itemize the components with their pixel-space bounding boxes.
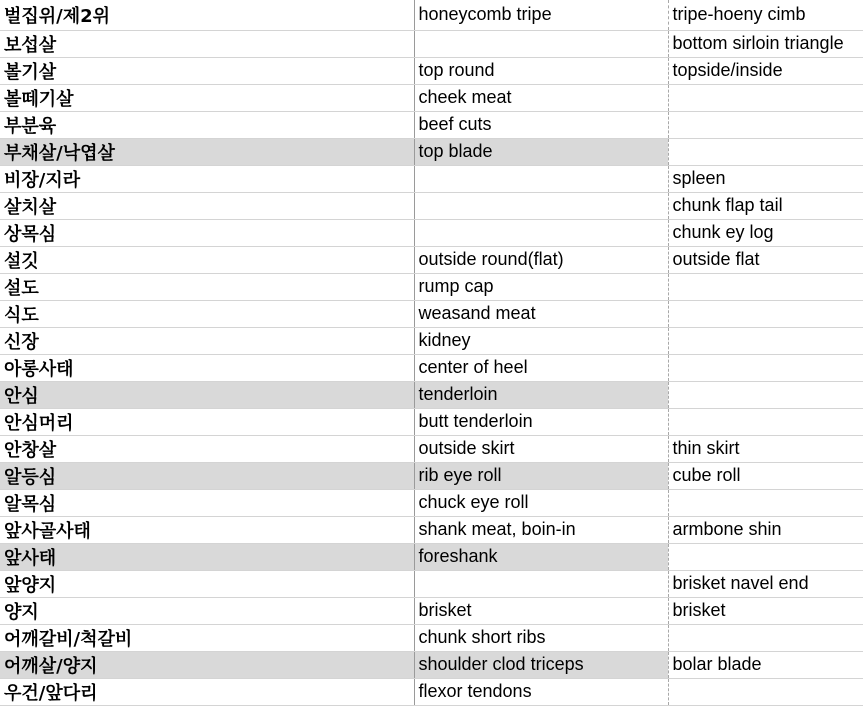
english-name-cell[interactable]: shank meat, boin-in: [414, 516, 668, 543]
table-row: [0, 651, 863, 678]
english-name-cell[interactable]: butt tenderloin: [414, 408, 668, 435]
korean-name-cell[interactable]: 부채살/낙엽살: [0, 138, 414, 165]
korean-name-cell[interactable]: 볼기살: [0, 57, 414, 84]
english-name-cell[interactable]: honeycomb tripe: [414, 0, 668, 30]
korean-name-cell[interactable]: 설깃: [0, 246, 414, 273]
table-row: [0, 381, 863, 408]
korean-name-cell[interactable]: 안심: [0, 381, 414, 408]
table-row: [0, 678, 863, 705]
korean-name-cell[interactable]: 어깨살/양지: [0, 651, 414, 678]
english-alt-name-cell[interactable]: bottom sirloin triangle: [668, 30, 863, 57]
english-name-cell[interactable]: top blade: [414, 138, 668, 165]
english-name-cell[interactable]: brisket: [414, 597, 668, 624]
korean-name-cell[interactable]: 비장/지라: [0, 165, 414, 192]
korean-name-cell[interactable]: 어깨갈비/척갈비: [0, 624, 414, 651]
table-row: [0, 246, 863, 273]
korean-name-cell[interactable]: 아롱사태: [0, 354, 414, 381]
english-name-cell[interactable]: [414, 192, 668, 219]
english-name-cell[interactable]: weasand meat: [414, 300, 668, 327]
table-row: [0, 327, 863, 354]
english-name-cell[interactable]: shoulder clod triceps: [414, 651, 668, 678]
english-alt-name-cell[interactable]: [668, 84, 863, 111]
korean-name-cell[interactable]: 식도: [0, 300, 414, 327]
korean-name-cell[interactable]: 양지: [0, 597, 414, 624]
english-alt-name-cell[interactable]: thin skirt: [668, 435, 863, 462]
table-row: [0, 489, 863, 516]
english-alt-name-cell[interactable]: [668, 327, 863, 354]
english-name-cell[interactable]: beef cuts: [414, 111, 668, 138]
english-alt-name-cell[interactable]: spleen: [668, 165, 863, 192]
english-name-cell[interactable]: chunk short ribs: [414, 624, 668, 651]
korean-name-cell[interactable]: 우건/앞다리: [0, 678, 414, 705]
table-row: [0, 435, 863, 462]
english-alt-name-cell[interactable]: [668, 273, 863, 300]
english-name-cell[interactable]: foreshank: [414, 543, 668, 570]
english-name-cell[interactable]: [414, 219, 668, 246]
table-row: [0, 111, 863, 138]
korean-name-cell[interactable]: 알등심: [0, 462, 414, 489]
english-alt-name-cell[interactable]: brisket navel end: [668, 570, 863, 597]
english-alt-name-cell[interactable]: [668, 354, 863, 381]
english-alt-name-cell[interactable]: [668, 111, 863, 138]
table-row: [0, 192, 863, 219]
table-row: [0, 597, 863, 624]
table-row: [0, 624, 863, 651]
english-alt-name-cell[interactable]: bolar blade: [668, 651, 863, 678]
korean-name-cell[interactable]: 신장: [0, 327, 414, 354]
korean-name-cell[interactable]: 알목심: [0, 489, 414, 516]
english-name-cell[interactable]: kidney: [414, 327, 668, 354]
english-alt-name-cell[interactable]: outside flat: [668, 246, 863, 273]
table-row: [0, 543, 863, 570]
table-row: [0, 300, 863, 327]
table-row: [0, 0, 863, 30]
korean-name-cell[interactable]: 벌집위/제2위: [0, 0, 414, 30]
english-name-cell[interactable]: cheek meat: [414, 84, 668, 111]
korean-name-cell[interactable]: 살치살: [0, 192, 414, 219]
korean-name-cell[interactable]: 볼떼기살: [0, 84, 414, 111]
table-row: [0, 570, 863, 597]
english-alt-name-cell[interactable]: [668, 300, 863, 327]
korean-name-cell[interactable]: 상목심: [0, 219, 414, 246]
english-alt-name-cell[interactable]: [668, 138, 863, 165]
english-name-cell[interactable]: tenderloin: [414, 381, 668, 408]
english-alt-name-cell[interactable]: tripe-hoeny cimb: [668, 0, 863, 30]
table-row: [0, 84, 863, 111]
english-name-cell[interactable]: flexor tendons: [414, 678, 668, 705]
table-row: [0, 408, 863, 435]
english-name-cell[interactable]: outside skirt: [414, 435, 668, 462]
english-alt-name-cell[interactable]: armbone shin: [668, 516, 863, 543]
english-alt-name-cell[interactable]: brisket: [668, 597, 863, 624]
english-alt-name-cell[interactable]: [668, 624, 863, 651]
korean-name-cell[interactable]: 보섭살: [0, 30, 414, 57]
korean-name-cell[interactable]: 앞사골사태: [0, 516, 414, 543]
korean-name-cell[interactable]: 앞양지: [0, 570, 414, 597]
english-alt-name-cell[interactable]: cube roll: [668, 462, 863, 489]
korean-name-cell[interactable]: 안창살: [0, 435, 414, 462]
english-alt-name-cell[interactable]: topside/inside: [668, 57, 863, 84]
english-name-cell[interactable]: rump cap: [414, 273, 668, 300]
korean-name-cell[interactable]: 안심머리: [0, 408, 414, 435]
english-alt-name-cell[interactable]: chunk flap tail: [668, 192, 863, 219]
english-name-cell[interactable]: center of heel: [414, 354, 668, 381]
english-alt-name-cell[interactable]: [668, 543, 863, 570]
table-row: [0, 57, 863, 84]
table-row: [0, 219, 863, 246]
english-name-cell[interactable]: [414, 30, 668, 57]
english-name-cell[interactable]: chuck eye roll: [414, 489, 668, 516]
table-row: [0, 462, 863, 489]
korean-name-cell[interactable]: 설도: [0, 273, 414, 300]
table-row: [0, 273, 863, 300]
english-name-cell[interactable]: outside round(flat): [414, 246, 668, 273]
english-alt-name-cell[interactable]: [668, 678, 863, 705]
korean-name-cell[interactable]: 앞사태: [0, 543, 414, 570]
english-alt-name-cell[interactable]: chunk ey log: [668, 219, 863, 246]
table-row: [0, 30, 863, 57]
english-alt-name-cell[interactable]: [668, 381, 863, 408]
english-name-cell[interactable]: [414, 165, 668, 192]
english-name-cell[interactable]: top round: [414, 57, 668, 84]
table-row: [0, 138, 863, 165]
english-alt-name-cell[interactable]: [668, 489, 863, 516]
table-row: [0, 165, 863, 192]
table-row: [0, 516, 863, 543]
korean-name-cell[interactable]: 부분육: [0, 111, 414, 138]
table-row: [0, 354, 863, 381]
english-name-cell[interactable]: [414, 570, 668, 597]
english-alt-name-cell[interactable]: [668, 408, 863, 435]
english-name-cell[interactable]: rib eye roll: [414, 462, 668, 489]
